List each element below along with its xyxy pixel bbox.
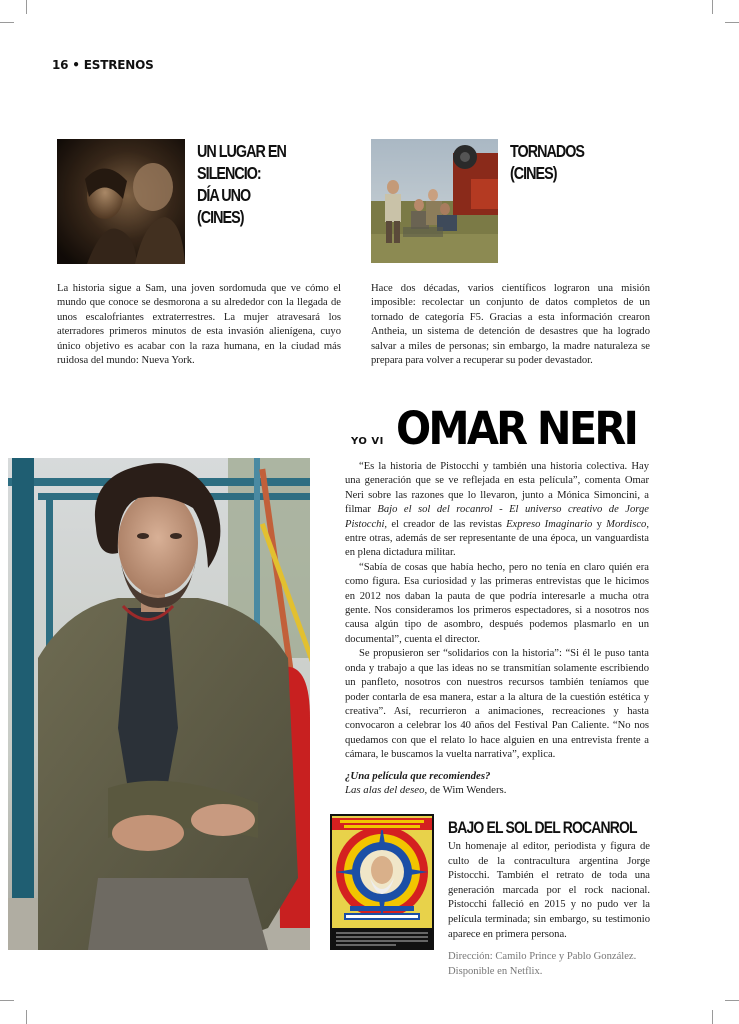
page-number: 16: [52, 58, 69, 72]
feature-name: OMAR NERI: [396, 402, 637, 455]
feature-kicker: YO VI: [351, 436, 384, 447]
movie-still-1: [57, 139, 185, 264]
movie-title-tornados: TORNADOS (CINES): [510, 141, 584, 183]
feature-paragraph-3: Se propusieron ser “solidarios con la historia”: “Si él le puso tanta onda y trabajo a que las ideas no se transmitían solamente escribiendo un panfleto, nosotros con nuestros recursos también teníamos que poder contarla de esa manera, estar a la altura de la cuestión estética y creativa”. Así, recurrieron a animaciones, recreaciones y hasta convocaron a celebrar los 40 años del Festival Pan Caliente. “No nos quedamos con que el relato lo hace alguien en una entrevista frente a cámara, le buscamos la vuelta narrativa”, explica.: [345, 648, 649, 761]
feature-article-body: [345, 460, 649, 763]
credits-direction: Dirección: Camilo Prince y Pablo González.: [448, 951, 637, 962]
synopsis-tornados: Hace dos décadas, varios científicos lograron una misión imposible: recolectar un conjunto de datos completos de un tornado de categoría F5. Gracias a esta información crearon Antheia, un sistema de detención de desastres que ha logrado salvar a miles de personas; sin embargo, la madre naturaleza se prepara para volver a recuperar su poder devastador.: [371, 283, 650, 367]
crop-mark: [26, 1010, 27, 1024]
crop-mark: [0, 22, 14, 23]
documentary-description: Un homenaje al editor, periodista y figura de culto de la contracultura argentina Jorge Pistocchi. También el retrato de toda una generación marcada por el rock nacional. Pistocchi falleció en 2015 y no pudo ver la película terminada; sin embargo, su testimonio aparece en primera persona.: [448, 841, 650, 940]
crop-mark: [725, 22, 739, 23]
crop-mark: [26, 0, 27, 14]
portrait-photo: [8, 458, 310, 950]
documentary-credits: [448, 950, 636, 979]
page-header: [52, 58, 154, 72]
crop-mark: [725, 1000, 739, 1001]
documentary-title: BAJO EL SOL DEL ROCANROL: [448, 818, 637, 837]
recommendation: [345, 769, 506, 798]
portrait-omar-neri: [8, 458, 310, 950]
crop-mark: [712, 1010, 713, 1024]
crop-mark: [712, 0, 713, 14]
header-separator: •: [72, 58, 80, 72]
movie-title-un-lugar-en-silencio: UN LUGAR EN SILENCIO: DÍA UNO (CINES): [197, 141, 286, 227]
movie-image-un-lugar-en-silencio: [57, 139, 185, 264]
feature-paragraph-2: “Sabía de cosas que había hecho, pero no tenía en claro quién era como figura. Esa curiosidad y las primeras entrevistas que le hicimos en 2012 nos daban la pauta de que podría interesarle a mucha otra gente. Nos consideramos los primeros espectadores, si a nosotros nos causa algún tipo de asombro, después podemos plasmarlo en un documental”, cuenta el director.: [345, 561, 649, 645]
poster-image: [330, 814, 434, 950]
recommendation-answer: Las alas del deseo, de Wim Wenders.: [345, 784, 507, 797]
crop-mark: [0, 1000, 14, 1001]
credits-availability: Disponible en Netflix.: [448, 965, 543, 977]
recommendation-question: ¿Una película que recomiendes?: [345, 770, 491, 782]
movie-still-2: [371, 139, 498, 263]
documentary-poster: [330, 814, 434, 950]
movie-image-tornados: [371, 139, 498, 263]
feature-paragraph-1: “Es la historia de Pistocchi y también una historia colectiva. Hay una generación que se ve reflejada en esta película”, comenta Omar Neri sobre las razones que lo llevaron, junto a Mónica Simoncini, a filmar Bajo el sol del rocanrol - El universo creativo de Jorge Pistocchi, el creador de las revistas Expreso Imaginario y Mordisco, entre otras, además de ser representante de una época, un vanguardista en plena dictadura militar.: [345, 461, 649, 559]
section-title: ESTRENOS: [83, 58, 154, 72]
synopsis-un-lugar-en-silencio: La historia sigue a Sam, una joven sordomuda que ve cómo el mundo que conoce se desmorona a su alrededor con la llegada de unos escalofriantes extraterrestres. La mujer atravesará los aterradores primeros minutos de esta invasión alienígena, cuyo único objetivo es acabar con la raza humana, en la ciudad más ruidosa del mundo: Nueva York.: [57, 283, 341, 367]
